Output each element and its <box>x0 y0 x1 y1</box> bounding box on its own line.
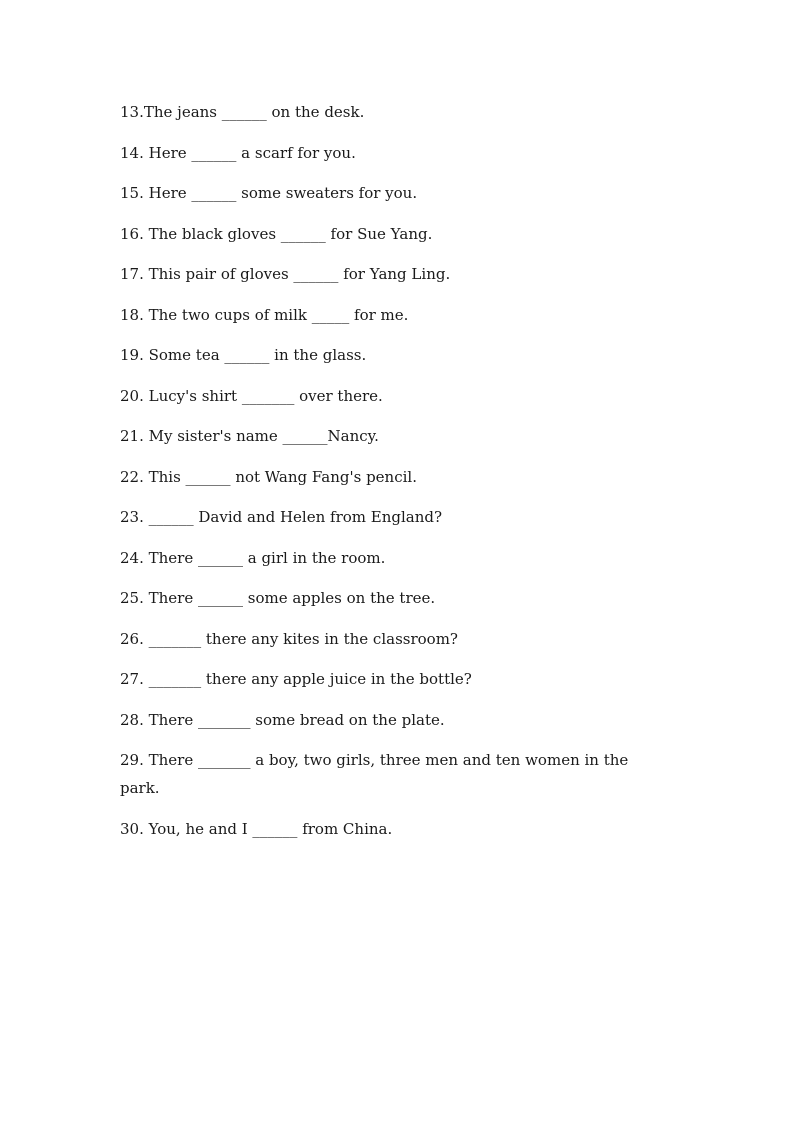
question-25: 25. There ______ some apples on the tree. <box>120 589 436 607</box>
question-22: 22. This ______ not Wang Fang's pencil. <box>120 467 417 486</box>
question-16: 16. The black gloves ______ for Sue Yang. <box>120 224 433 243</box>
question-30: 30. You, he and I ______ from China. <box>120 819 393 838</box>
question-19: 19. Some tea ______ in the glass. <box>120 346 367 364</box>
question-18: 18. The two cups of milk _____ for me. <box>120 305 409 324</box>
question-21: 21. My sister's name ______Nancy. <box>120 427 379 445</box>
question-23: 23. ______ David and Helen from England? <box>120 508 443 526</box>
worksheet <box>120 98 660 855</box>
question-26: 26. _______ there any kites in the classroom? <box>120 629 458 648</box>
question-24: 24. There ______ a girl in the room. <box>120 548 386 567</box>
question-28: 28. There _______ some bread on the plate. <box>120 710 445 729</box>
question-27: 27. _______ there any apple juice in the bottle? <box>120 670 472 688</box>
question-29: 29. There _______ a boy, two girls, three men and ten women in the park. <box>120 751 629 797</box>
question-17: 17. This pair of gloves ______ for Yang Ling. <box>120 265 451 283</box>
question-13: 13.The jeans ______ on the desk. <box>120 103 365 121</box>
question-20: 20. Lucy's shirt _______ over there. <box>120 386 383 405</box>
question-14: 14. Here ______ a scarf for you. <box>120 143 356 162</box>
question-15: 15. Here ______ some sweaters for you. <box>120 184 418 202</box>
